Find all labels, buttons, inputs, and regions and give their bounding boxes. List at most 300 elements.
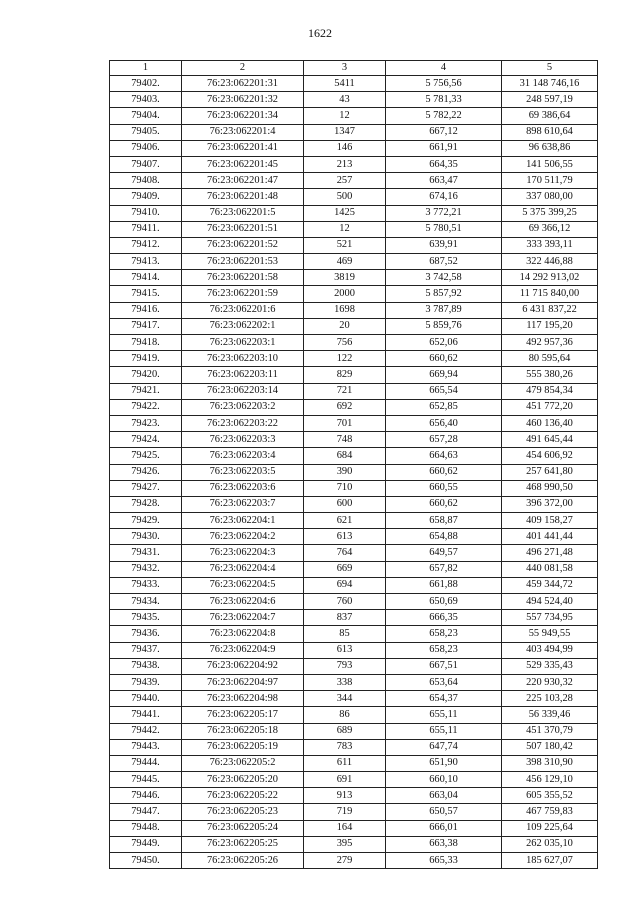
column-header: 2 — [182, 61, 304, 76]
area-cell: 719 — [304, 804, 386, 820]
table-row — [110, 399, 598, 415]
row-number-cell: 79407. — [110, 156, 182, 172]
cadastral-number-cell: 76:23:062201:58 — [182, 270, 304, 286]
value-cell: 460 136,40 — [502, 415, 598, 431]
table-row — [110, 626, 598, 642]
table-row — [110, 513, 598, 529]
row-number-cell: 79442. — [110, 723, 182, 739]
rate-cell: 656,40 — [386, 415, 502, 431]
area-cell: 344 — [304, 691, 386, 707]
rate-cell: 3 742,58 — [386, 270, 502, 286]
row-number-cell: 79429. — [110, 513, 182, 529]
cadastral-number-cell: 76:23:062204:3 — [182, 545, 304, 561]
value-cell: 529 335,43 — [502, 658, 598, 674]
row-number-cell: 79413. — [110, 254, 182, 270]
rate-cell: 664,63 — [386, 448, 502, 464]
row-number-cell: 79406. — [110, 140, 182, 156]
value-cell: 322 446,88 — [502, 254, 598, 270]
table-row — [110, 658, 598, 674]
table-row — [110, 674, 598, 690]
cadastral-number-cell: 76:23:062204:6 — [182, 594, 304, 610]
area-cell: 913 — [304, 788, 386, 804]
table-row — [110, 367, 598, 383]
area-cell: 692 — [304, 399, 386, 415]
rate-cell: 5 756,56 — [386, 76, 502, 92]
area-cell: 164 — [304, 820, 386, 836]
cadastral-number-cell: 76:23:062204:8 — [182, 626, 304, 642]
rate-cell: 658,87 — [386, 513, 502, 529]
table-row — [110, 205, 598, 221]
value-cell: 459 344,72 — [502, 577, 598, 593]
area-cell: 500 — [304, 189, 386, 205]
area-cell: 701 — [304, 415, 386, 431]
row-number-cell: 79441. — [110, 707, 182, 723]
rate-cell: 660,55 — [386, 480, 502, 496]
cadastral-number-cell: 76:23:062201:51 — [182, 221, 304, 237]
row-number-cell: 79419. — [110, 351, 182, 367]
row-number-cell: 79432. — [110, 561, 182, 577]
cadastral-number-cell: 76:23:062205:20 — [182, 772, 304, 788]
rate-cell: 5 857,92 — [386, 286, 502, 302]
table-row — [110, 237, 598, 253]
rate-cell: 5 782,22 — [386, 108, 502, 124]
area-cell: 613 — [304, 529, 386, 545]
area-cell: 694 — [304, 577, 386, 593]
column-header: 1 — [110, 61, 182, 76]
value-cell: 456 129,10 — [502, 772, 598, 788]
area-cell: 20 — [304, 318, 386, 334]
area-cell: 1347 — [304, 124, 386, 140]
value-cell: 220 930,32 — [502, 674, 598, 690]
value-cell: 248 597,19 — [502, 92, 598, 108]
row-number-cell: 79403. — [110, 92, 182, 108]
row-number-cell: 79440. — [110, 691, 182, 707]
value-cell: 496 271,48 — [502, 545, 598, 561]
row-number-cell: 79436. — [110, 626, 182, 642]
rate-cell: 657,82 — [386, 561, 502, 577]
table-row — [110, 140, 598, 156]
table-row — [110, 432, 598, 448]
rate-cell: 666,01 — [386, 820, 502, 836]
rate-cell: 3 772,21 — [386, 205, 502, 221]
row-number-cell: 79416. — [110, 302, 182, 318]
row-number-cell: 79444. — [110, 755, 182, 771]
row-number-cell: 79446. — [110, 788, 182, 804]
value-cell: 55 949,55 — [502, 626, 598, 642]
value-cell: 185 627,07 — [502, 853, 598, 869]
rate-cell: 667,51 — [386, 658, 502, 674]
table-row — [110, 755, 598, 771]
row-number-cell: 79427. — [110, 480, 182, 496]
value-cell: 468 990,50 — [502, 480, 598, 496]
table-row — [110, 642, 598, 658]
table-row — [110, 464, 598, 480]
value-cell: 31 148 746,16 — [502, 76, 598, 92]
cadastral-number-cell: 76:23:062205:26 — [182, 853, 304, 869]
area-cell: 279 — [304, 853, 386, 869]
area-cell: 764 — [304, 545, 386, 561]
row-number-cell: 79424. — [110, 432, 182, 448]
value-cell: 257 641,80 — [502, 464, 598, 480]
area-cell: 710 — [304, 480, 386, 496]
cadastral-number-cell: 76:23:062201:31 — [182, 76, 304, 92]
cadastral-number-cell: 76:23:062201:45 — [182, 156, 304, 172]
table-row — [110, 496, 598, 512]
rate-cell: 3 787,89 — [386, 302, 502, 318]
area-cell: 338 — [304, 674, 386, 690]
value-cell: 398 310,90 — [502, 755, 598, 771]
rate-cell: 5 781,33 — [386, 92, 502, 108]
rate-cell: 650,57 — [386, 804, 502, 820]
cadastral-number-cell: 76:23:062201:32 — [182, 92, 304, 108]
row-number-cell: 79412. — [110, 237, 182, 253]
row-number-cell: 79410. — [110, 205, 182, 221]
row-number-cell: 79439. — [110, 674, 182, 690]
table-row — [110, 820, 598, 836]
rate-cell: 647,74 — [386, 739, 502, 755]
value-cell: 898 610,64 — [502, 124, 598, 140]
area-cell: 684 — [304, 448, 386, 464]
row-number-cell: 79420. — [110, 367, 182, 383]
table-row — [110, 189, 598, 205]
cadastral-number-cell: 76:23:062205:19 — [182, 739, 304, 755]
cadastral-number-cell: 76:23:062203:3 — [182, 432, 304, 448]
table-row — [110, 561, 598, 577]
row-number-cell: 79438. — [110, 658, 182, 674]
rate-cell: 660,10 — [386, 772, 502, 788]
value-cell: 262 035,10 — [502, 836, 598, 852]
area-cell: 146 — [304, 140, 386, 156]
value-cell: 109 225,64 — [502, 820, 598, 836]
value-cell: 403 494,99 — [502, 642, 598, 658]
row-number-cell: 79421. — [110, 383, 182, 399]
table-row — [110, 707, 598, 723]
value-cell: 14 292 913,02 — [502, 270, 598, 286]
table-row — [110, 480, 598, 496]
cadastral-number-cell: 76:23:062204:9 — [182, 642, 304, 658]
rate-cell: 667,12 — [386, 124, 502, 140]
table-row — [110, 545, 598, 561]
row-number-cell: 79443. — [110, 739, 182, 755]
table-row — [110, 335, 598, 351]
table-row — [110, 156, 598, 172]
rate-cell: 663,38 — [386, 836, 502, 852]
row-number-cell: 79450. — [110, 853, 182, 869]
cadastral-number-cell: 76:23:062204:98 — [182, 691, 304, 707]
data-table — [109, 60, 598, 869]
area-cell: 669 — [304, 561, 386, 577]
rate-cell: 5 859,76 — [386, 318, 502, 334]
cadastral-number-cell: 76:23:062203:10 — [182, 351, 304, 367]
cadastral-number-cell: 76:23:062201:6 — [182, 302, 304, 318]
area-cell: 756 — [304, 335, 386, 351]
row-number-cell: 79448. — [110, 820, 182, 836]
table-row — [110, 254, 598, 270]
cadastral-number-cell: 76:23:062202:1 — [182, 318, 304, 334]
value-cell: 69 366,12 — [502, 221, 598, 237]
value-cell: 605 355,52 — [502, 788, 598, 804]
rate-cell: 658,23 — [386, 642, 502, 658]
cadastral-number-cell: 76:23:062201:34 — [182, 108, 304, 124]
rate-cell: 653,64 — [386, 674, 502, 690]
area-cell: 613 — [304, 642, 386, 658]
value-cell: 396 372,00 — [502, 496, 598, 512]
value-cell: 56 339,46 — [502, 707, 598, 723]
rate-cell: 665,33 — [386, 853, 502, 869]
row-number-cell: 79415. — [110, 286, 182, 302]
table-row — [110, 739, 598, 755]
value-cell: 507 180,42 — [502, 739, 598, 755]
value-cell: 494 524,40 — [502, 594, 598, 610]
table-row — [110, 804, 598, 820]
table-header-row — [110, 61, 598, 76]
value-cell: 6 431 837,22 — [502, 302, 598, 318]
value-cell: 492 957,36 — [502, 335, 598, 351]
value-cell: 80 595,64 — [502, 351, 598, 367]
value-cell: 440 081,58 — [502, 561, 598, 577]
area-cell: 829 — [304, 367, 386, 383]
row-number-cell: 79422. — [110, 399, 182, 415]
rate-cell: 674,16 — [386, 189, 502, 205]
row-number-cell: 79426. — [110, 464, 182, 480]
table-row — [110, 415, 598, 431]
cadastral-number-cell: 76:23:062201:47 — [182, 173, 304, 189]
rate-cell: 654,88 — [386, 529, 502, 545]
table-row — [110, 302, 598, 318]
column-header: 3 — [304, 61, 386, 76]
table-row — [110, 448, 598, 464]
row-number-cell: 79425. — [110, 448, 182, 464]
row-number-cell: 79409. — [110, 189, 182, 205]
table-row — [110, 836, 598, 852]
area-cell: 469 — [304, 254, 386, 270]
table-row — [110, 124, 598, 140]
value-cell: 409 158,27 — [502, 513, 598, 529]
rate-cell: 658,23 — [386, 626, 502, 642]
rate-cell: 687,52 — [386, 254, 502, 270]
value-cell: 337 080,00 — [502, 189, 598, 205]
cadastral-number-cell: 76:23:062203:7 — [182, 496, 304, 512]
rate-cell: 663,47 — [386, 173, 502, 189]
value-cell: 141 506,55 — [502, 156, 598, 172]
cadastral-number-cell: 76:23:062203:1 — [182, 335, 304, 351]
value-cell: 170 511,79 — [502, 173, 598, 189]
rate-cell: 657,28 — [386, 432, 502, 448]
area-cell: 390 — [304, 464, 386, 480]
area-cell: 12 — [304, 221, 386, 237]
table-row — [110, 788, 598, 804]
cadastral-number-cell: 76:23:062201:53 — [182, 254, 304, 270]
column-header: 4 — [386, 61, 502, 76]
area-cell: 691 — [304, 772, 386, 788]
area-cell: 122 — [304, 351, 386, 367]
value-cell: 555 380,26 — [502, 367, 598, 383]
cadastral-number-cell: 76:23:062201:59 — [182, 286, 304, 302]
value-cell: 5 375 399,25 — [502, 205, 598, 221]
rate-cell: 665,54 — [386, 383, 502, 399]
cadastral-number-cell: 76:23:062205:23 — [182, 804, 304, 820]
cadastral-number-cell: 76:23:062204:7 — [182, 610, 304, 626]
area-cell: 85 — [304, 626, 386, 642]
row-number-cell: 79433. — [110, 577, 182, 593]
rate-cell: 5 780,51 — [386, 221, 502, 237]
value-cell: 69 386,64 — [502, 108, 598, 124]
cadastral-number-cell: 76:23:062205:17 — [182, 707, 304, 723]
table-body — [110, 76, 598, 869]
cadastral-number-cell: 76:23:062205:25 — [182, 836, 304, 852]
rate-cell: 661,91 — [386, 140, 502, 156]
cadastral-number-cell: 76:23:062205:18 — [182, 723, 304, 739]
area-cell: 600 — [304, 496, 386, 512]
table-row — [110, 108, 598, 124]
table-row — [110, 853, 598, 869]
table-row — [110, 173, 598, 189]
row-number-cell: 79428. — [110, 496, 182, 512]
table-row — [110, 691, 598, 707]
table-row — [110, 383, 598, 399]
area-cell: 3819 — [304, 270, 386, 286]
value-cell: 117 195,20 — [502, 318, 598, 334]
table-row — [110, 529, 598, 545]
cadastral-number-cell: 76:23:062203:6 — [182, 480, 304, 496]
cadastral-number-cell: 76:23:062201:41 — [182, 140, 304, 156]
area-cell: 1698 — [304, 302, 386, 318]
area-cell: 621 — [304, 513, 386, 529]
cadastral-number-cell: 76:23:062203:22 — [182, 415, 304, 431]
cadastral-number-cell: 76:23:062204:2 — [182, 529, 304, 545]
table-row — [110, 76, 598, 92]
cadastral-number-cell: 76:23:062201:48 — [182, 189, 304, 205]
cadastral-number-cell: 76:23:062204:97 — [182, 674, 304, 690]
rate-cell: 650,69 — [386, 594, 502, 610]
area-cell: 760 — [304, 594, 386, 610]
table-row — [110, 594, 598, 610]
area-cell: 521 — [304, 237, 386, 253]
value-cell: 479 854,34 — [502, 383, 598, 399]
area-cell: 748 — [304, 432, 386, 448]
cadastral-number-cell: 76:23:062201:52 — [182, 237, 304, 253]
table-row — [110, 92, 598, 108]
cadastral-number-cell: 76:23:062205:2 — [182, 755, 304, 771]
value-cell: 401 441,44 — [502, 529, 598, 545]
cadastral-number-cell: 76:23:062203:11 — [182, 367, 304, 383]
area-cell: 2000 — [304, 286, 386, 302]
rate-cell: 652,06 — [386, 335, 502, 351]
row-number-cell: 79408. — [110, 173, 182, 189]
cadastral-number-cell: 76:23:062203:5 — [182, 464, 304, 480]
row-number-cell: 79417. — [110, 318, 182, 334]
value-cell: 225 103,28 — [502, 691, 598, 707]
area-cell: 12 — [304, 108, 386, 124]
value-cell: 11 715 840,00 — [502, 286, 598, 302]
value-cell: 333 393,11 — [502, 237, 598, 253]
table-row — [110, 577, 598, 593]
rate-cell: 666,35 — [386, 610, 502, 626]
rate-cell: 652,85 — [386, 399, 502, 415]
rate-cell: 649,57 — [386, 545, 502, 561]
area-cell: 837 — [304, 610, 386, 626]
table-row — [110, 351, 598, 367]
cadastral-number-cell: 76:23:062204:4 — [182, 561, 304, 577]
area-cell: 1425 — [304, 205, 386, 221]
cadastral-number-cell: 76:23:062203:14 — [182, 383, 304, 399]
value-cell: 451 370,79 — [502, 723, 598, 739]
rate-cell: 660,62 — [386, 351, 502, 367]
area-cell: 783 — [304, 739, 386, 755]
value-cell: 96 638,86 — [502, 140, 598, 156]
area-cell: 793 — [304, 658, 386, 674]
rate-cell: 661,88 — [386, 577, 502, 593]
cadastral-number-cell: 76:23:062204:92 — [182, 658, 304, 674]
cadastral-number-cell: 76:23:062205:22 — [182, 788, 304, 804]
rate-cell: 639,91 — [386, 237, 502, 253]
table-row — [110, 723, 598, 739]
table-row — [110, 286, 598, 302]
cadastral-number-cell: 76:23:062204:5 — [182, 577, 304, 593]
row-number-cell: 79402. — [110, 76, 182, 92]
row-number-cell: 79404. — [110, 108, 182, 124]
value-cell: 454 606,92 — [502, 448, 598, 464]
value-cell: 451 772,20 — [502, 399, 598, 415]
cadastral-number-cell: 76:23:062203:2 — [182, 399, 304, 415]
row-number-cell: 79445. — [110, 772, 182, 788]
row-number-cell: 79418. — [110, 335, 182, 351]
area-cell: 721 — [304, 383, 386, 399]
table-row — [110, 610, 598, 626]
area-cell: 86 — [304, 707, 386, 723]
row-number-cell: 79411. — [110, 221, 182, 237]
table-row — [110, 221, 598, 237]
area-cell: 611 — [304, 755, 386, 771]
value-cell: 557 734,95 — [502, 610, 598, 626]
cadastral-number-cell: 76:23:062204:1 — [182, 513, 304, 529]
area-cell: 689 — [304, 723, 386, 739]
rate-cell: 654,37 — [386, 691, 502, 707]
cadastral-number-cell: 76:23:062201:5 — [182, 205, 304, 221]
page-number: 1622 — [308, 26, 332, 40]
row-number-cell: 79430. — [110, 529, 182, 545]
cadastral-number-cell: 76:23:062205:24 — [182, 820, 304, 836]
cadastral-number-cell: 76:23:062203:4 — [182, 448, 304, 464]
table-row — [110, 270, 598, 286]
row-number-cell: 79435. — [110, 610, 182, 626]
row-number-cell: 79414. — [110, 270, 182, 286]
area-cell: 5411 — [304, 76, 386, 92]
rate-cell: 660,62 — [386, 464, 502, 480]
row-number-cell: 79431. — [110, 545, 182, 561]
rate-cell: 664,35 — [386, 156, 502, 172]
area-cell: 395 — [304, 836, 386, 852]
row-number-cell: 79437. — [110, 642, 182, 658]
table-row — [110, 772, 598, 788]
rate-cell: 655,11 — [386, 723, 502, 739]
row-number-cell: 79405. — [110, 124, 182, 140]
value-cell: 467 759,83 — [502, 804, 598, 820]
area-cell: 43 — [304, 92, 386, 108]
row-number-cell: 79449. — [110, 836, 182, 852]
column-header: 5 — [502, 61, 598, 76]
rate-cell: 660,62 — [386, 496, 502, 512]
row-number-cell: 79434. — [110, 594, 182, 610]
rate-cell: 655,11 — [386, 707, 502, 723]
cadastral-number-cell: 76:23:062201:4 — [182, 124, 304, 140]
rate-cell: 663,04 — [386, 788, 502, 804]
area-cell: 213 — [304, 156, 386, 172]
rate-cell: 669,94 — [386, 367, 502, 383]
table-row — [110, 318, 598, 334]
rate-cell: 651,90 — [386, 755, 502, 771]
area-cell: 257 — [304, 173, 386, 189]
